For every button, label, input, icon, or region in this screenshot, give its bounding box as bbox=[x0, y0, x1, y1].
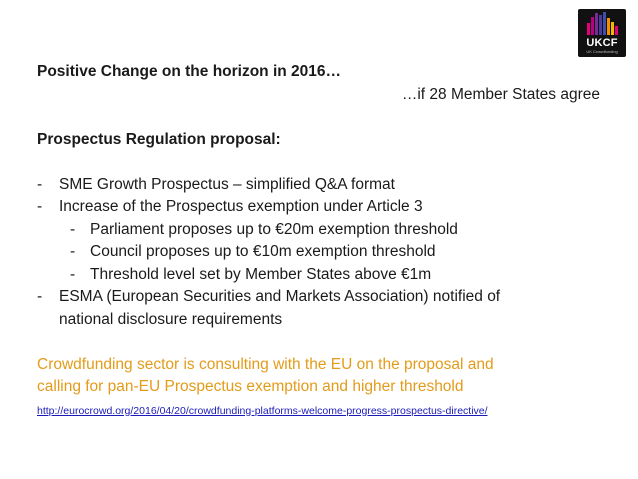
slide-content bbox=[37, 61, 617, 421]
bullet-text: ESMA (European Securities and Markets Association) notified of bbox=[59, 288, 501, 305]
sub-bullet-text: Council proposes up to €10m exemption threshold bbox=[90, 243, 436, 260]
sub-bullet-dash: - bbox=[70, 265, 76, 283]
sub-bullet-text: Parliament proposes up to €20m exemption threshold bbox=[90, 220, 458, 238]
bullet-item bbox=[37, 196, 617, 219]
logo-subtext: UK Crowdfunding bbox=[586, 49, 618, 54]
highlight-line: calling for pan-EU Prospectus exemption and higher threshold bbox=[37, 378, 464, 395]
bullet-text: Increase of the Prospectus exemption under Article 3 bbox=[59, 198, 423, 215]
bullet-item bbox=[37, 174, 617, 197]
bullet-dash: - bbox=[37, 175, 43, 193]
logo-text: UKCF bbox=[586, 37, 618, 49]
bullet-item bbox=[37, 286, 617, 309]
highlight-line: Crowdfunding sector is consulting with the EU on the proposal and bbox=[37, 355, 494, 373]
sub-bullet-item bbox=[37, 264, 617, 287]
heading-right: …if 28 Member States agree bbox=[401, 85, 600, 103]
bullet-continuation: national disclosure requirements bbox=[59, 310, 283, 328]
sub-bullet-dash: - bbox=[70, 220, 76, 238]
spacer bbox=[37, 331, 617, 354]
bullet-dash: - bbox=[37, 288, 43, 305]
sub-bullet-text: Threshold level set by Member States above €1m bbox=[90, 265, 432, 283]
bullet-text: SME Growth Prospectus – simplified Q&A format bbox=[59, 175, 395, 193]
heading: Positive Change on the horizon in 2016… bbox=[37, 63, 342, 80]
article-link[interactable]: http://eurocrowd.org/2016/04/20/crowdfunding-platforms-welcome-progress-prospectus-directive/ bbox=[37, 404, 488, 417]
spacer bbox=[37, 106, 617, 129]
sub-bullet-item bbox=[37, 219, 617, 242]
ukcf-logo bbox=[578, 9, 626, 57]
bullet-dash: - bbox=[37, 198, 43, 215]
section-title: Prospectus Regulation proposal: bbox=[37, 130, 281, 148]
sub-bullet-dash: - bbox=[70, 243, 76, 260]
spacer bbox=[37, 151, 617, 174]
sub-bullet-item bbox=[37, 241, 617, 264]
